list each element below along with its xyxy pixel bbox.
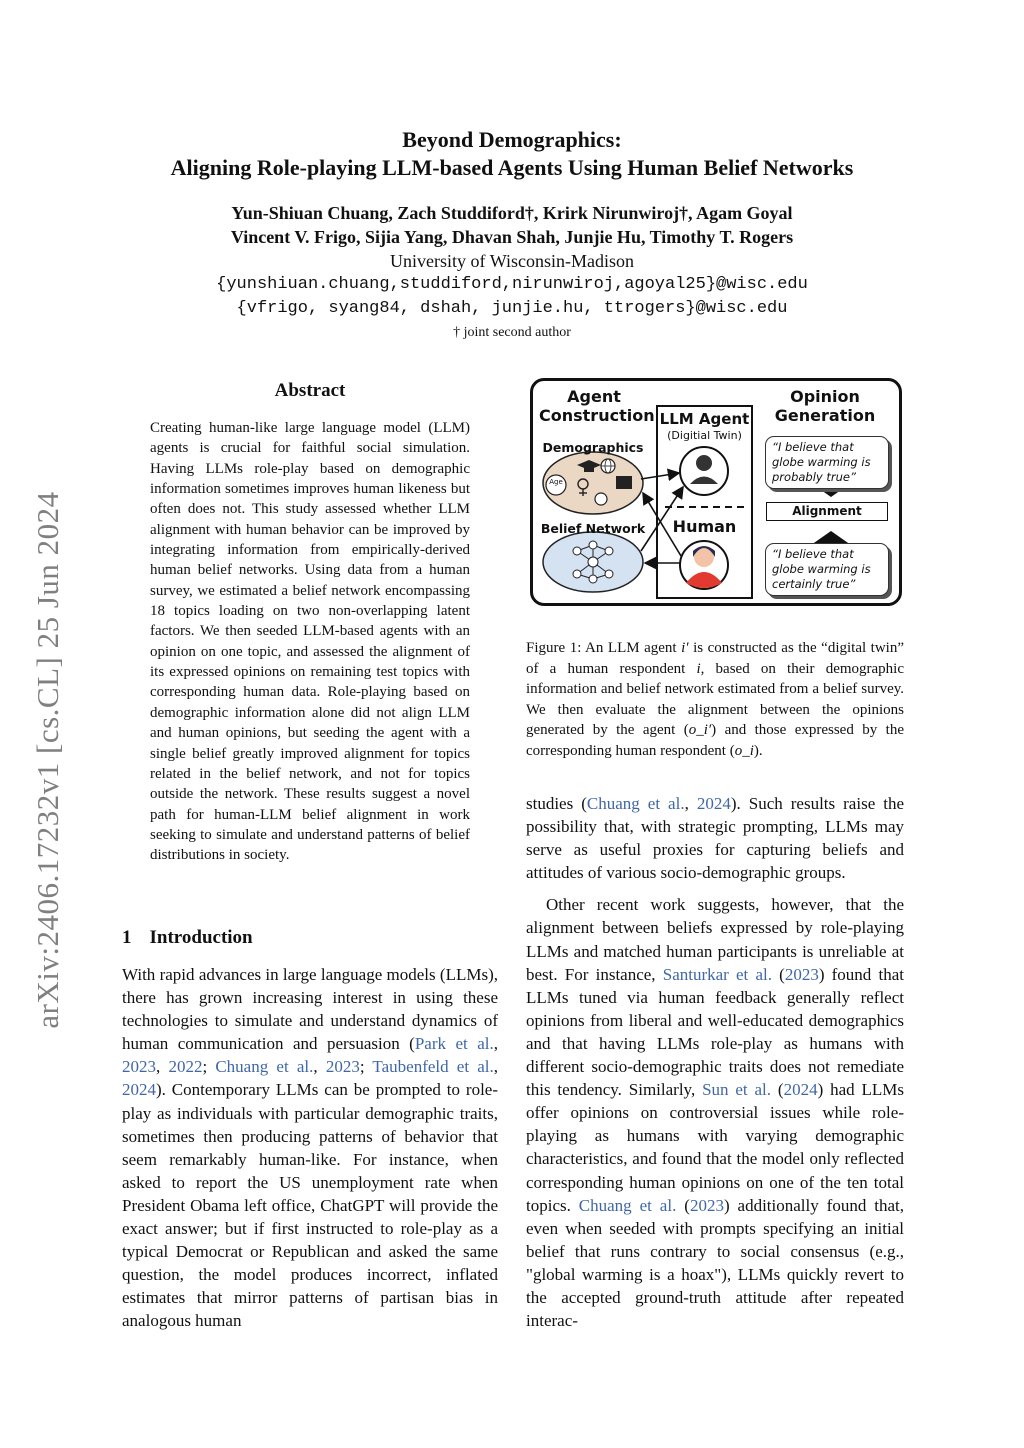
citation-link[interactable]: Taubenfeld et al. [372,1057,494,1077]
citation-link[interactable]: 2023 [689,1195,724,1215]
intro-paragraph [122,963,498,1333]
arxiv-sidebar [30,455,66,1065]
citation-link[interactable]: Santurkar et al. [662,964,772,984]
citation-link[interactable]: Chuang et al. [578,1195,677,1215]
human-opinion-bubble: “I believe that globe warming is certainly true” [765,543,889,596]
authors-line1: Yun-Shiuan Chuang, Zach Studdiford†, Krirk Nirunwiroj†, Agam Goyal [231,203,793,223]
opinion-generation-label: Opinion Generation [774,387,876,425]
email-line1: {yunshiuan.chuang,studdiford,nirunwiroj,agoyal25}@wisc.edu [216,275,808,294]
right-paragraph-1 [526,792,904,884]
abstract-body [150,418,470,866]
body-text: ) additionally found that, even when seeded with prompts specifying an initial belief that runs contrary to social consensus (e.g., "global warming is a hoax"), LLMs quickly revert to the accepted ground-truth attitude after repeated interac- [526,1195,905,1331]
citation-separator: ( [771,964,785,984]
caption-text: , based on their demographic information and belief network estimated from a belief survey. We then evaluate the alignment between the opinions generated by the agent ( [526,660,904,738]
citation-separator: ; [359,1057,373,1077]
citation-link[interactable]: Park et al. [414,1034,494,1054]
intro-text-b: ). Contemporary LLMs can be prompted to role-play as individuals with particular demographic traits, sometimes then producing patterns of behavior that seem remarkably human-like. For instance, when asked to report the US unemployment rate when President Obama left office, ChatGPT will provide the exact answer; but if first instructed to role-play as a typical Democrat or Republican and asked the same question, the model produces incorrect, inflated estimates that mirror patterns of partisan bias in analogous human [122,1080,498,1331]
intro-text-a: With rapid advances in large language models (LLMs), there has grown increasing interest in using these technologies to simulate and understand dynamics of human communication and persuasion ( [122,965,498,1054]
alignment-box: Alignment [766,502,888,521]
citation-separator: , [156,1057,169,1077]
authors-line2: Vincent V. Frigo, Sijia Yang, Dhavan Shah, Junjie Hu, Timothy T. Rogers [230,227,794,247]
caption-text: is constructed as the “digital twin” of a human respondent [526,640,904,677]
caption-text: ). [753,742,763,759]
figure-1-diagram [530,378,902,606]
citation-separator: ; [202,1057,216,1077]
citation-link[interactable]: 2024 [783,1080,818,1100]
caption-text: ) and those expressed by the corresponding human respondent ( [526,722,904,759]
section-title: Introduction [149,927,253,948]
citation-link[interactable]: 2023 [325,1057,360,1077]
citation-link[interactable]: Chuang et al. [586,794,685,813]
llm-agent-label: LLM Agent [659,410,750,428]
citation-link[interactable]: 2024 [122,1080,156,1100]
citation-separator: , [493,1034,498,1054]
caption-variable: i [696,660,701,677]
email-line2: {vfrigo, syang84, dshah, junjie.hu, ttrogers}@wisc.edu [236,299,788,318]
citation-link[interactable]: 2023 [784,964,819,984]
agent-opinion-bubble: “I believe that globe warming is probably true” [765,436,889,489]
body-text: ) had LLMs offer opinions on controversial issues while role-playing as humans with varying demographic characteristics, and found that the model only reflected corresponding human opinions on one of the ten total topics. [526,1080,904,1215]
agent-construction-label: Agent Construction [539,387,655,425]
caption-variable: o_i [734,742,754,759]
abstract-heading: Abstract [274,380,346,401]
abstract-text: Creating human-like large language model (LLM) agents is crucial for faithful social simulation. Having LLMs role-play based on demographic information sometimes improves human likeness but often does not. This study assessed whether LLM alignment with human behavior can be improved by integrating information from empirically-derived human belief networks. Using data from a human survey, we estimated a belief network encompassing 18 topics loading on two non-overlapping latent factors. We then seeded LLM-based agents with an opinion on one topic, and assessed the alignment of its expressed opinions on remaining test topics with corresponding human data. Role-playing based on demographic information alone did not align LLM and human opinions, but seeding the agent with a single belief greatly improved alignment for topics related in the belief network, and not for topics outside the network. These results suggest a novel path for human-LLM belief alignment in work seeking to simulate and understand patterns of belief distributions in society. [150,420,470,864]
paper-title-line2: Aligning Role-playing LLM-based Agents Using Human Belief Networks [170,155,854,180]
citation-link[interactable]: Chuang et al. [215,1057,314,1077]
human-label: Human [672,517,737,536]
affiliation: University of Wisconsin-Madison [390,251,634,271]
body-text: Other recent work suggests, however, that the alignment between beliefs expressed by role-playing LLMs and matched human participants is unreliable at best. For instance, [526,895,904,984]
citation-separator: , [684,794,697,813]
age-label: Age [549,478,563,486]
caption-variable: o_i′ [688,722,712,738]
figure-1-caption [526,638,904,761]
arxiv-identifier: arXiv:2406.17232v1 [cs.CL] 25 Jun 2024 [30,491,65,1029]
caption-variable: i′ [681,640,689,656]
body-text: studies ( [526,794,587,813]
body-text: ). Such results raise the possibility that, with strategic prompting, LLMs may serve as useful proxies for capturing beliefs and attitudes of various socio-demographic groups. [526,794,905,883]
belief-network-label: Belief Network [540,521,646,536]
citation-link[interactable]: Sun et al. [702,1080,772,1100]
right-column-body [526,792,904,1332]
citation-link[interactable]: 2024 [696,794,731,813]
citation-separator: , [493,1057,499,1077]
citation-separator: ( [771,1080,784,1100]
citation-link[interactable]: 2023 [122,1057,156,1077]
digital-twin-label: (Digitial Twin) [667,429,742,442]
caption-text: Figure 1: An LLM agent [526,640,682,656]
author-footnote: † joint second author [453,325,571,340]
section-number: 1 [122,927,132,948]
citation-separator: , [313,1057,326,1077]
citation-link[interactable]: 2022 [168,1057,203,1077]
income-icon [595,493,607,505]
right-paragraph-2 [526,893,904,1332]
section-heading-introduction [122,926,498,950]
citation-separator: ( [676,1195,690,1215]
demographics-label: Demographics [542,440,644,455]
family-icon [616,476,632,489]
paper-title-line1: Beyond Demographics: [402,127,622,152]
body-text: ) found that LLMs tuned via human feedback generally reflect opinions from liberal and well-educated demographics and that having LLMs role-play as humans with different socio-demographic traits does not remediate this tendency. Similarly, [526,964,904,1100]
